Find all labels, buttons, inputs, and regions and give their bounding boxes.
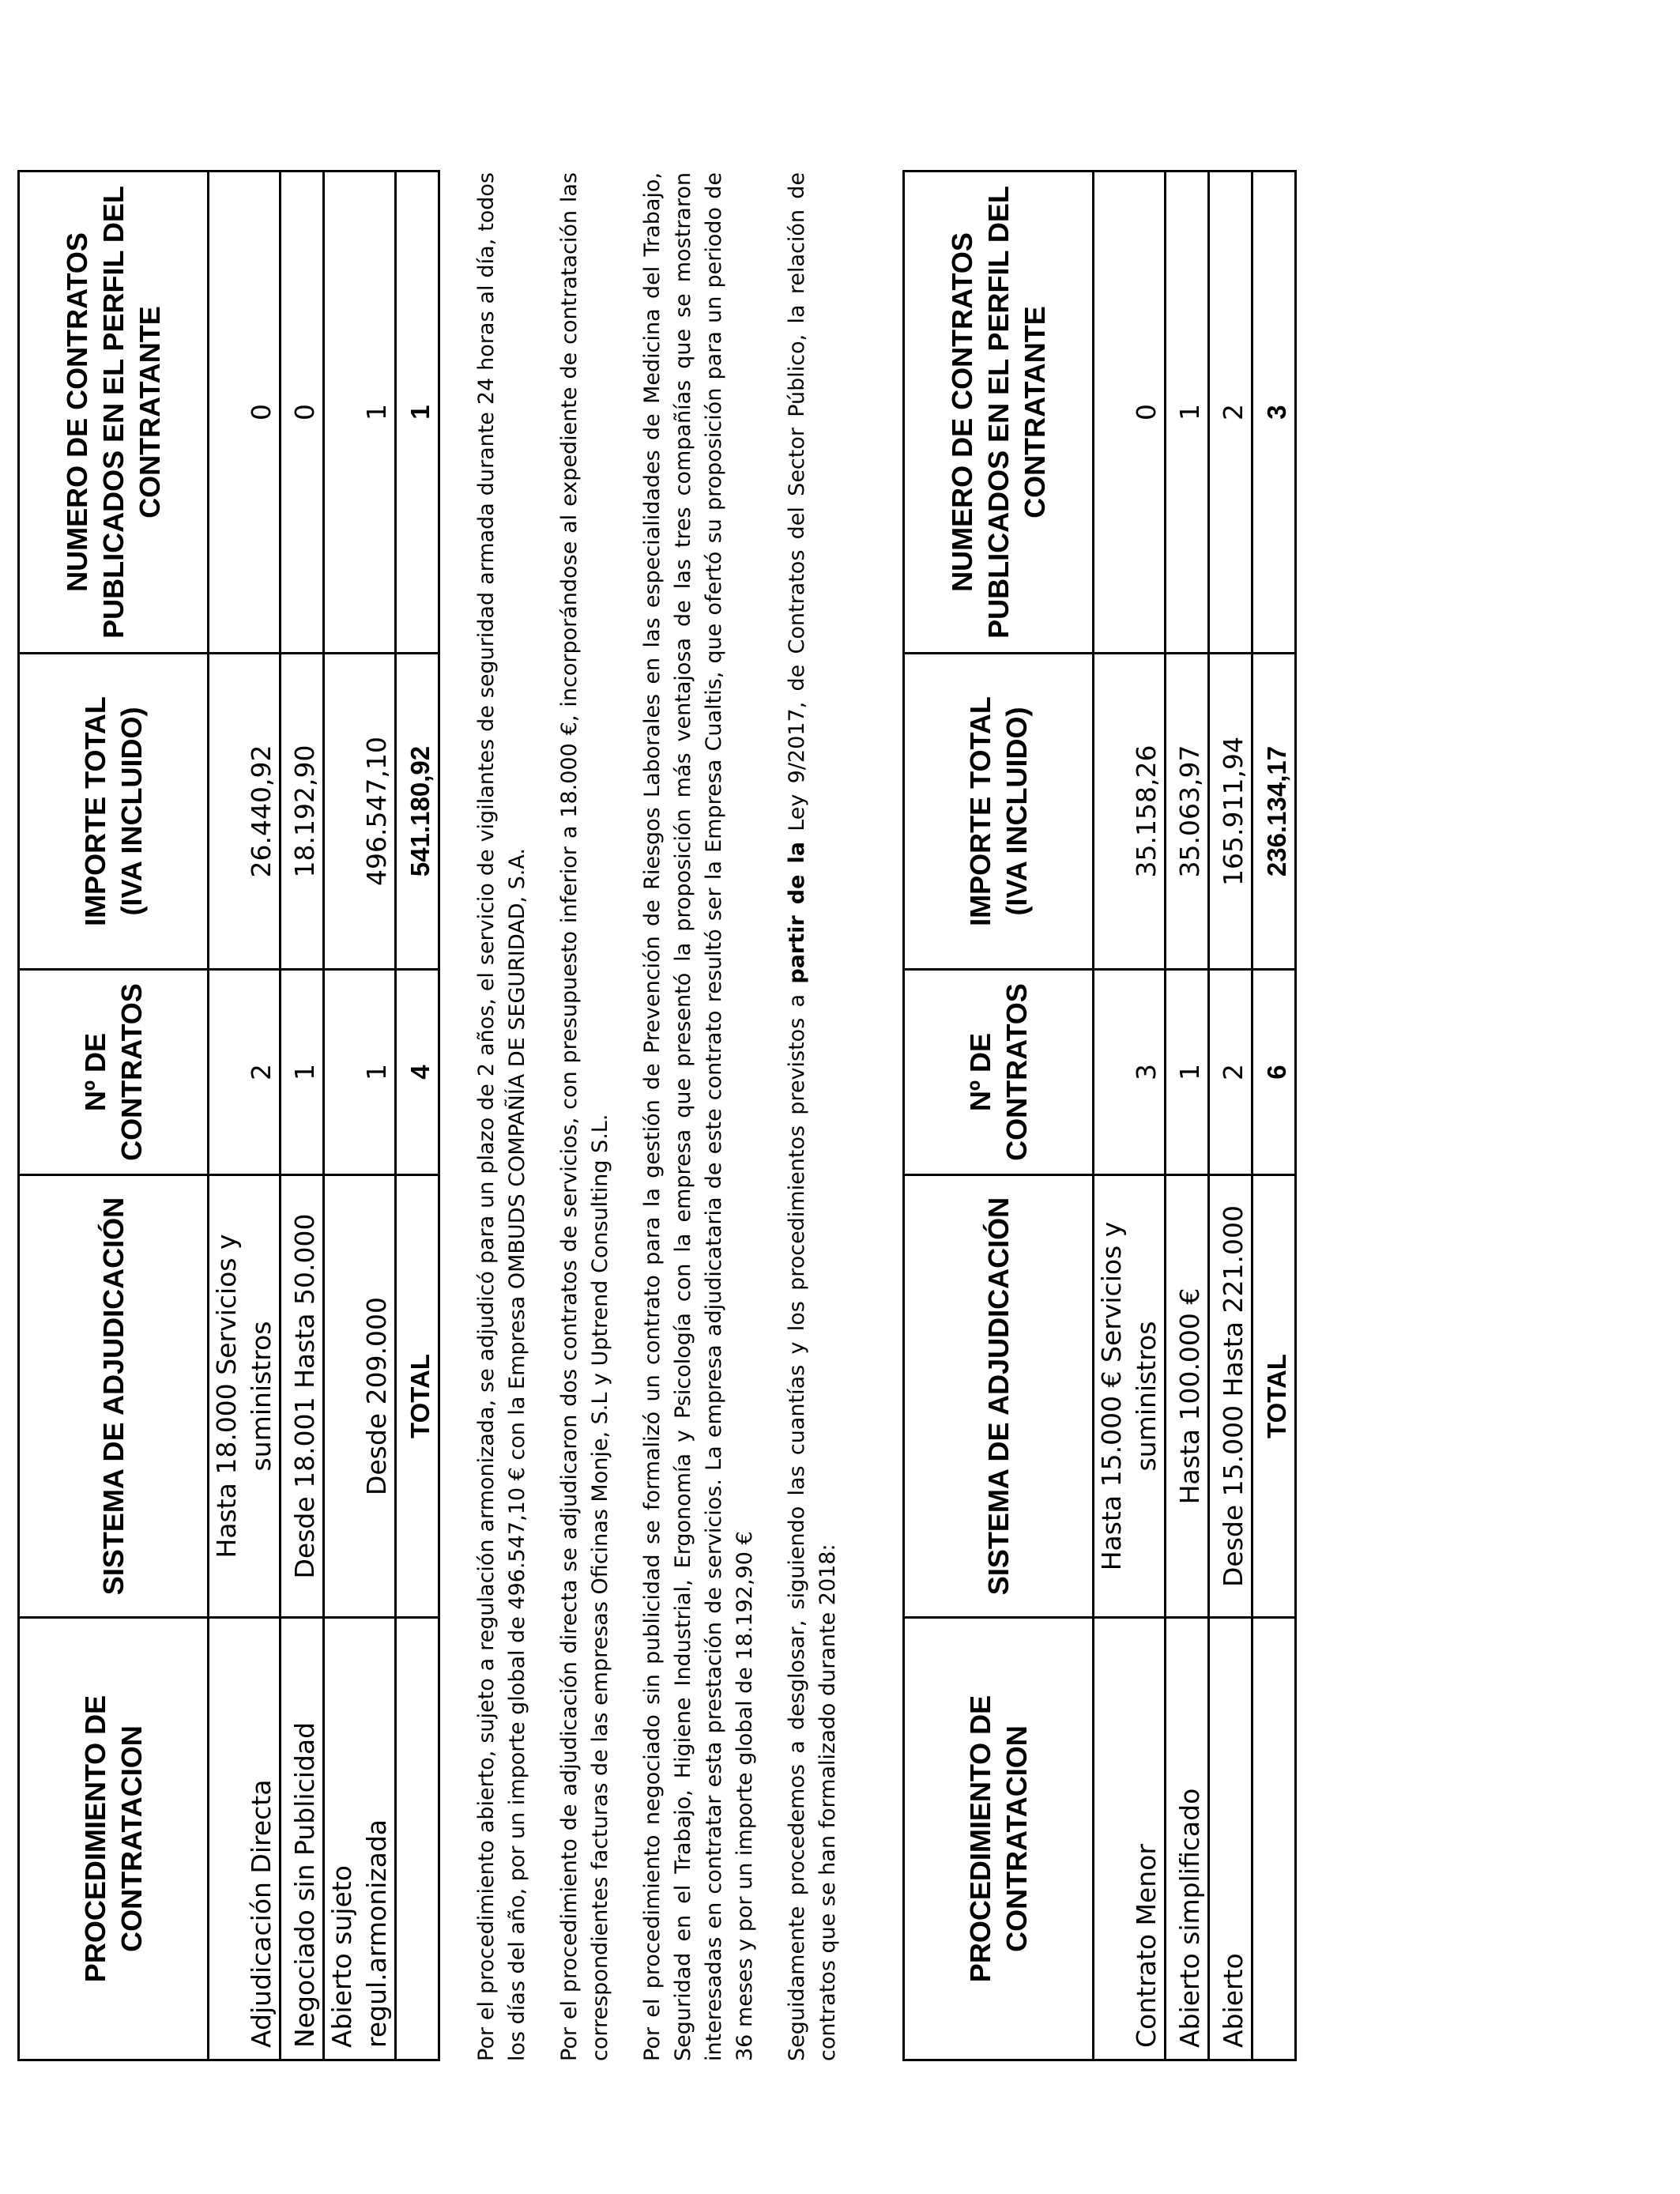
- cell-procedimiento: Abierto simplificado: [1166, 1618, 1209, 2060]
- header-importe: IMPORTE TOTAL (IVA INCLUIDO): [904, 654, 1094, 970]
- cell-sistema: Hasta 15.000 € Servicios y suministros: [1094, 1175, 1166, 1618]
- paragraph-4-bold: partir de la: [785, 842, 809, 984]
- cell-publicados: 0: [1094, 172, 1166, 654]
- cell-num: 1: [281, 970, 324, 1175]
- table-row: [1209, 172, 1252, 2060]
- header-num-contratos: Nº DE CONTRATOS: [904, 970, 1094, 1175]
- header-sistema: SISTEMA DE ADJUDICACIÓN: [904, 1175, 1094, 1618]
- table-header-row: [19, 172, 209, 2060]
- cell-procedimiento: Negociado sin Publicidad: [281, 1618, 324, 2060]
- header-publicados: NUMERO DE CONTRATOS PUBLICADOS EN EL PERFIL DEL CONTRATANTE: [19, 172, 209, 654]
- cell-procedimiento: Abierto: [1209, 1618, 1252, 2060]
- cell-importe: 35.063,97: [1166, 654, 1209, 970]
- table-row: [281, 172, 324, 2060]
- table-row: [209, 172, 281, 2060]
- paragraph-4-end: Ley 9/2017, de Contratos del Sector Público, la relación de contratos que se han formalizado durante 2018:: [785, 172, 840, 2061]
- cell-num: 2: [1209, 970, 1252, 1175]
- cell-sistema: Hasta 18.000 Servicios y suministros: [209, 1175, 281, 1618]
- cell-publicados: 0: [281, 172, 324, 654]
- cell-sistema: Hasta 100.000 €: [1166, 1175, 1209, 1618]
- header-importe: IMPORTE TOTAL (IVA INCLUIDO): [19, 654, 209, 970]
- total-label: TOTAL: [1252, 1175, 1296, 1618]
- cell-procedimiento: Abierto sujeto regul.armonizada: [324, 1618, 396, 2060]
- body-text: [471, 172, 864, 2061]
- header-sistema: SISTEMA DE ADJUDICACIÓN: [19, 1175, 209, 1618]
- paragraph-4: [782, 172, 843, 2061]
- cell-sistema: Desde 18.001 Hasta 50.000: [281, 1175, 324, 1618]
- header-num-contratos: Nº DE CONTRATOS: [19, 970, 209, 1175]
- cell-importe: 496.547,10: [324, 654, 396, 970]
- cell-publicados: 2: [1209, 172, 1252, 654]
- cell-num: 1: [324, 970, 396, 1175]
- total-importe: 541.180,92: [396, 654, 439, 970]
- paragraph-3: Por el procedimiento negociado sin publicidad se formalizó un contrato para la gestión de Prevención de Riesgos Laborales en las especialidades de Medicina del Trabajo, Seguridad en el Trabajo, Higiene Industrial, Ergonomía y Psicología con la empresa que presentó la proposición más ventajosa de las tres compañías que se mostraron interesadas en contratar esta prestación de servicios. La empresa adjudicataria de este contrato resultó ser la Empresa Cualtis, que ofertó su proposición para un periodo de 36 meses y por un importe global de 18.192,90 €: [640, 172, 757, 2061]
- cell-importe: 165.911,94: [1209, 654, 1252, 970]
- contracts-table-1: [17, 170, 440, 2061]
- cell-empty: [396, 1618, 439, 2060]
- paragraph-1: Por el procedimiento abierto, sujeto a regulación armonizada, se adjudicó para un plazo de 2 años, el servicio de vigilantes de seguridad armada durante 24 horas al día, todos los días del año, por un importe global de 496.547,10 € con la Empresa OMBUDS COMPAÑÍA DE SEGURIDAD, S.A.: [474, 172, 529, 2061]
- total-num: 4: [396, 970, 439, 1175]
- table-row: [1166, 172, 1209, 2060]
- cell-sistema: Desde 209.000: [324, 1175, 396, 1618]
- contracts-table-2: [902, 170, 1297, 2061]
- total-num: 6: [1252, 970, 1296, 1175]
- header-publicados: NUMERO DE CONTRATOS PUBLICADOS EN EL PERFIL DEL CONTRATANTE: [904, 172, 1094, 654]
- total-importe: 236.134,17: [1252, 654, 1296, 970]
- table-row: [1094, 172, 1166, 2060]
- total-row: [396, 172, 439, 2060]
- total-label: TOTAL: [396, 1175, 439, 1618]
- cell-publicados: 0: [209, 172, 281, 654]
- paragraph-4-start: Seguidamente procedemos a desglosar, siguiendo las cuantías y los procedimientos previstos a: [785, 983, 809, 2061]
- cell-empty: [1252, 1618, 1296, 2060]
- total-publicados: 1: [396, 172, 439, 654]
- paragraph-2: Por el procedimiento de adjudicación directa se adjudicaron dos contratos de servicios, con presupuesto inferior a 18.000 €, incorporándose al expediente de contratación las correspondientes facturas de las empresas Oficinas Monje, S.L y Uptrend Consulting S.L.: [557, 172, 612, 2061]
- header-procedimiento: PROCEDIMIENTO DE CONTRATACION: [904, 1618, 1094, 2060]
- cell-sistema: Desde 15.000 Hasta 221.000: [1209, 1175, 1252, 1618]
- total-publicados: 3: [1252, 172, 1296, 654]
- cell-importe: 35.158,26: [1094, 654, 1166, 970]
- header-procedimiento: PROCEDIMIENTO DE CONTRATACION: [19, 1618, 209, 2060]
- table-row: [324, 172, 396, 2060]
- total-row: [1252, 172, 1296, 2060]
- cell-num: 3: [1094, 970, 1166, 1175]
- cell-publicados: 1: [324, 172, 396, 654]
- cell-num: 2: [209, 970, 281, 1175]
- cell-num: 1: [1166, 970, 1209, 1175]
- cell-procedimiento: Contrato Menor: [1094, 1618, 1166, 2060]
- cell-importe: 18.192,90: [281, 654, 324, 970]
- cell-publicados: 1: [1166, 172, 1209, 654]
- table-header-row: [904, 172, 1094, 2060]
- cell-procedimiento: Adjudicación Directa: [209, 1618, 281, 2060]
- cell-importe: 26.440,92: [209, 654, 281, 970]
